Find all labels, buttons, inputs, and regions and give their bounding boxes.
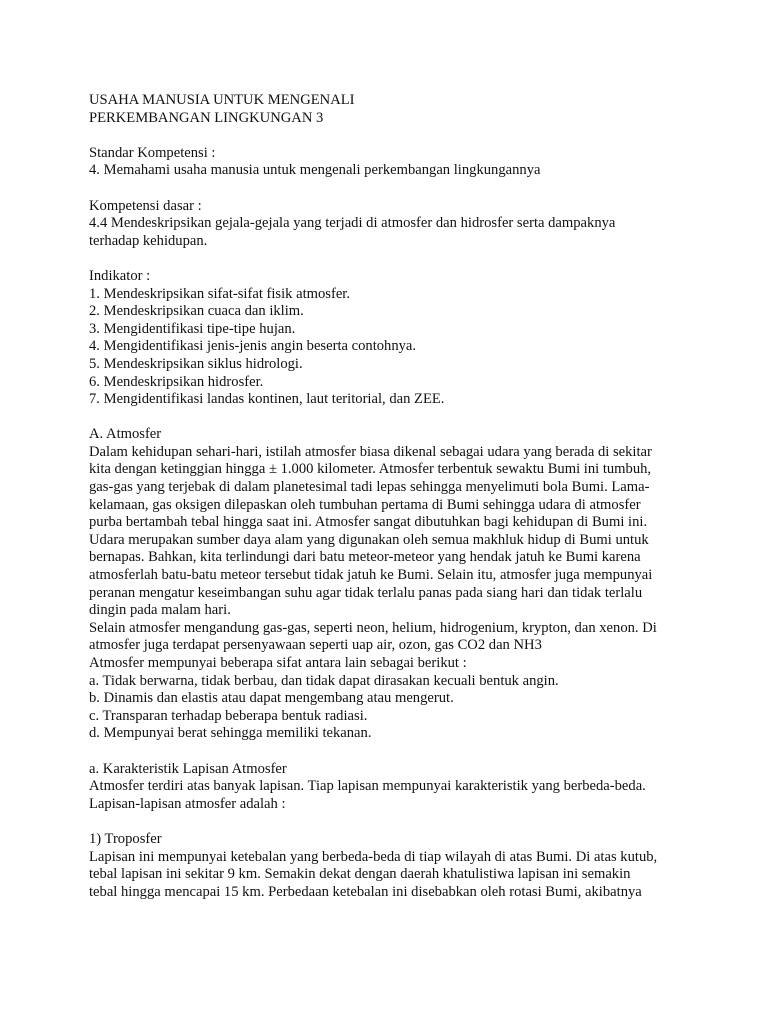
- list-item: 4. Mengidentifikasi jenis-jenis angin beserta contohnya.: [89, 338, 417, 355]
- paragraph-line: tebal hingga mencapai 15 km. Perbedaan ketebalan ini disebabkan oleh rotasi Bumi, akibatnya: [89, 883, 642, 900]
- list-item: 2. Mendeskripsikan cuaca dan iklim.: [89, 303, 304, 320]
- paragraph-line: Atmosfer mempunyai beberapa sifat antara lain sebagai berikut :: [89, 655, 467, 671]
- document-title: [89, 92, 690, 127]
- list-item: 6. Mendeskripsikan hidrosfer.: [89, 373, 264, 390]
- section-heading: 1) Troposfer: [89, 830, 162, 847]
- list-item: 3. Mengidentifikasi tipe-tipe hujan.: [89, 320, 296, 337]
- paragraph-line: peranan mengatur keseimbangan suhu agar tidak terlalu panas pada siang hari dan tidak terlalu: [89, 584, 643, 601]
- paragraph-line: bernapas. Bahkan, kita terlindungi dari batu meteor-meteor yang hendak jatuh ke Bumi karena: [89, 549, 641, 566]
- paragraph-line: atmosferlah batu-batu meteor tersebut tidak jatuh ke Bumi. Selain itu, atmosfer juga mempunyai: [89, 567, 653, 584]
- standar-item: 4. Memahami usaha manusia untuk mengenali perkembangan lingkungannya: [89, 162, 541, 179]
- paragraph-line: tebal lapisan ini sekitar 9 km. Semakin dekat dengan daerah khatulistiwa lapisan ini semakin: [89, 866, 631, 883]
- list-item: c. Transparan terhadap beberapa bentuk radiasi.: [89, 707, 368, 724]
- paragraph-line: dingin pada malam hari.: [89, 602, 231, 619]
- troposfer-section: [89, 831, 690, 901]
- indikator-section: [89, 268, 690, 409]
- atmosfer-section: [89, 426, 690, 743]
- section-heading: Indikator :: [89, 267, 151, 284]
- paragraph-line: atmosfer juga terdapat persenyawaan seperti uap air, ozon, gas CO2 dan NH3: [89, 637, 542, 654]
- paragraph-line: Lapisan-lapisan atmosfer adalah :: [89, 795, 286, 812]
- paragraph-line: kelamaan, gas oksigen dilepaskan oleh tumbuhan pertama di Bumi sehingga udara di atmosfer: [89, 496, 641, 513]
- kompetensi-dasar-section: [89, 198, 690, 251]
- paragraph-line: purba bertambah tebal hingga saat ini. Atmosfer sangat dibutuhkan bagi kehidupan di Bumi ini.: [89, 514, 648, 531]
- section-heading: Standar Kompetensi :: [89, 144, 216, 161]
- paragraph-line: kita dengan ketinggian hingga ± 1.000 kilometer. Atmosfer terbentuk sewaktu Bumi ini tumbuh,: [89, 461, 652, 478]
- paragraph-line: Dalam kehidupan sehari-hari, istilah atmosfer biasa dikenal sebagai udara yang berada di sekitar: [89, 443, 652, 460]
- list-item: 1. Mendeskripsikan sifat-sifat fisik atmosfer.: [89, 285, 351, 302]
- paragraph-line: gas-gas yang terjebak di dalam planetesimal tadi lepas sehingga menyelimuti bola Bumi. Lama-: [89, 479, 650, 496]
- list-item: a. Tidak berwarna, tidak berbau, dan tidak dapat dirasakan kecuali bentuk angin.: [89, 672, 559, 689]
- paragraph-line: 4.4 Mendeskripsikan gejala-gejala yang terjadi di atmosfer dan hidrosfer serta dampaknya: [89, 215, 616, 232]
- list-item: 7. Mengidentifikasi landas kontinen, laut teritorial, dan ZEE.: [89, 391, 445, 408]
- paragraph-line: Lapisan ini mempunyai ketebalan yang berbeda-beda di tiap wilayah di atas Bumi. Di atas kutub,: [89, 848, 658, 865]
- paragraph-line: Udara merupakan sumber daya alam yang digunakan oleh semua makhluk hidup di Bumi untuk: [89, 531, 649, 548]
- section-heading: Kompetensi dasar :: [89, 197, 202, 214]
- karakteristik-section: [89, 761, 690, 814]
- list-item: b. Dinamis dan elastis atau dapat mengembang atau mengerut.: [89, 690, 454, 707]
- section-heading: a. Karakteristik Lapisan Atmosfer: [89, 760, 287, 777]
- title-line-2: PERKEMBANGAN LINGKUNGAN 3: [89, 109, 324, 126]
- standar-kompetensi-section: [89, 145, 690, 180]
- section-heading: A. Atmosfer: [89, 426, 162, 443]
- paragraph-line: terhadap kehidupan.: [89, 232, 208, 249]
- list-item: 5. Mendeskripsikan siklus hidrologi.: [89, 355, 303, 372]
- title-line-1: USAHA MANUSIA UNTUK MENGENALI: [89, 92, 355, 108]
- list-item: d. Mempunyai berat sehingga memiliki tekanan.: [89, 725, 372, 742]
- paragraph-line: Selain atmosfer mengandung gas-gas, seperti neon, helium, hidrogenium, krypton, dan xenon. Di: [89, 619, 657, 636]
- paragraph-line: Atmosfer terdiri atas banyak lapisan. Tiap lapisan mempunyai karakteristik yang berbeda-beda.: [89, 778, 646, 795]
